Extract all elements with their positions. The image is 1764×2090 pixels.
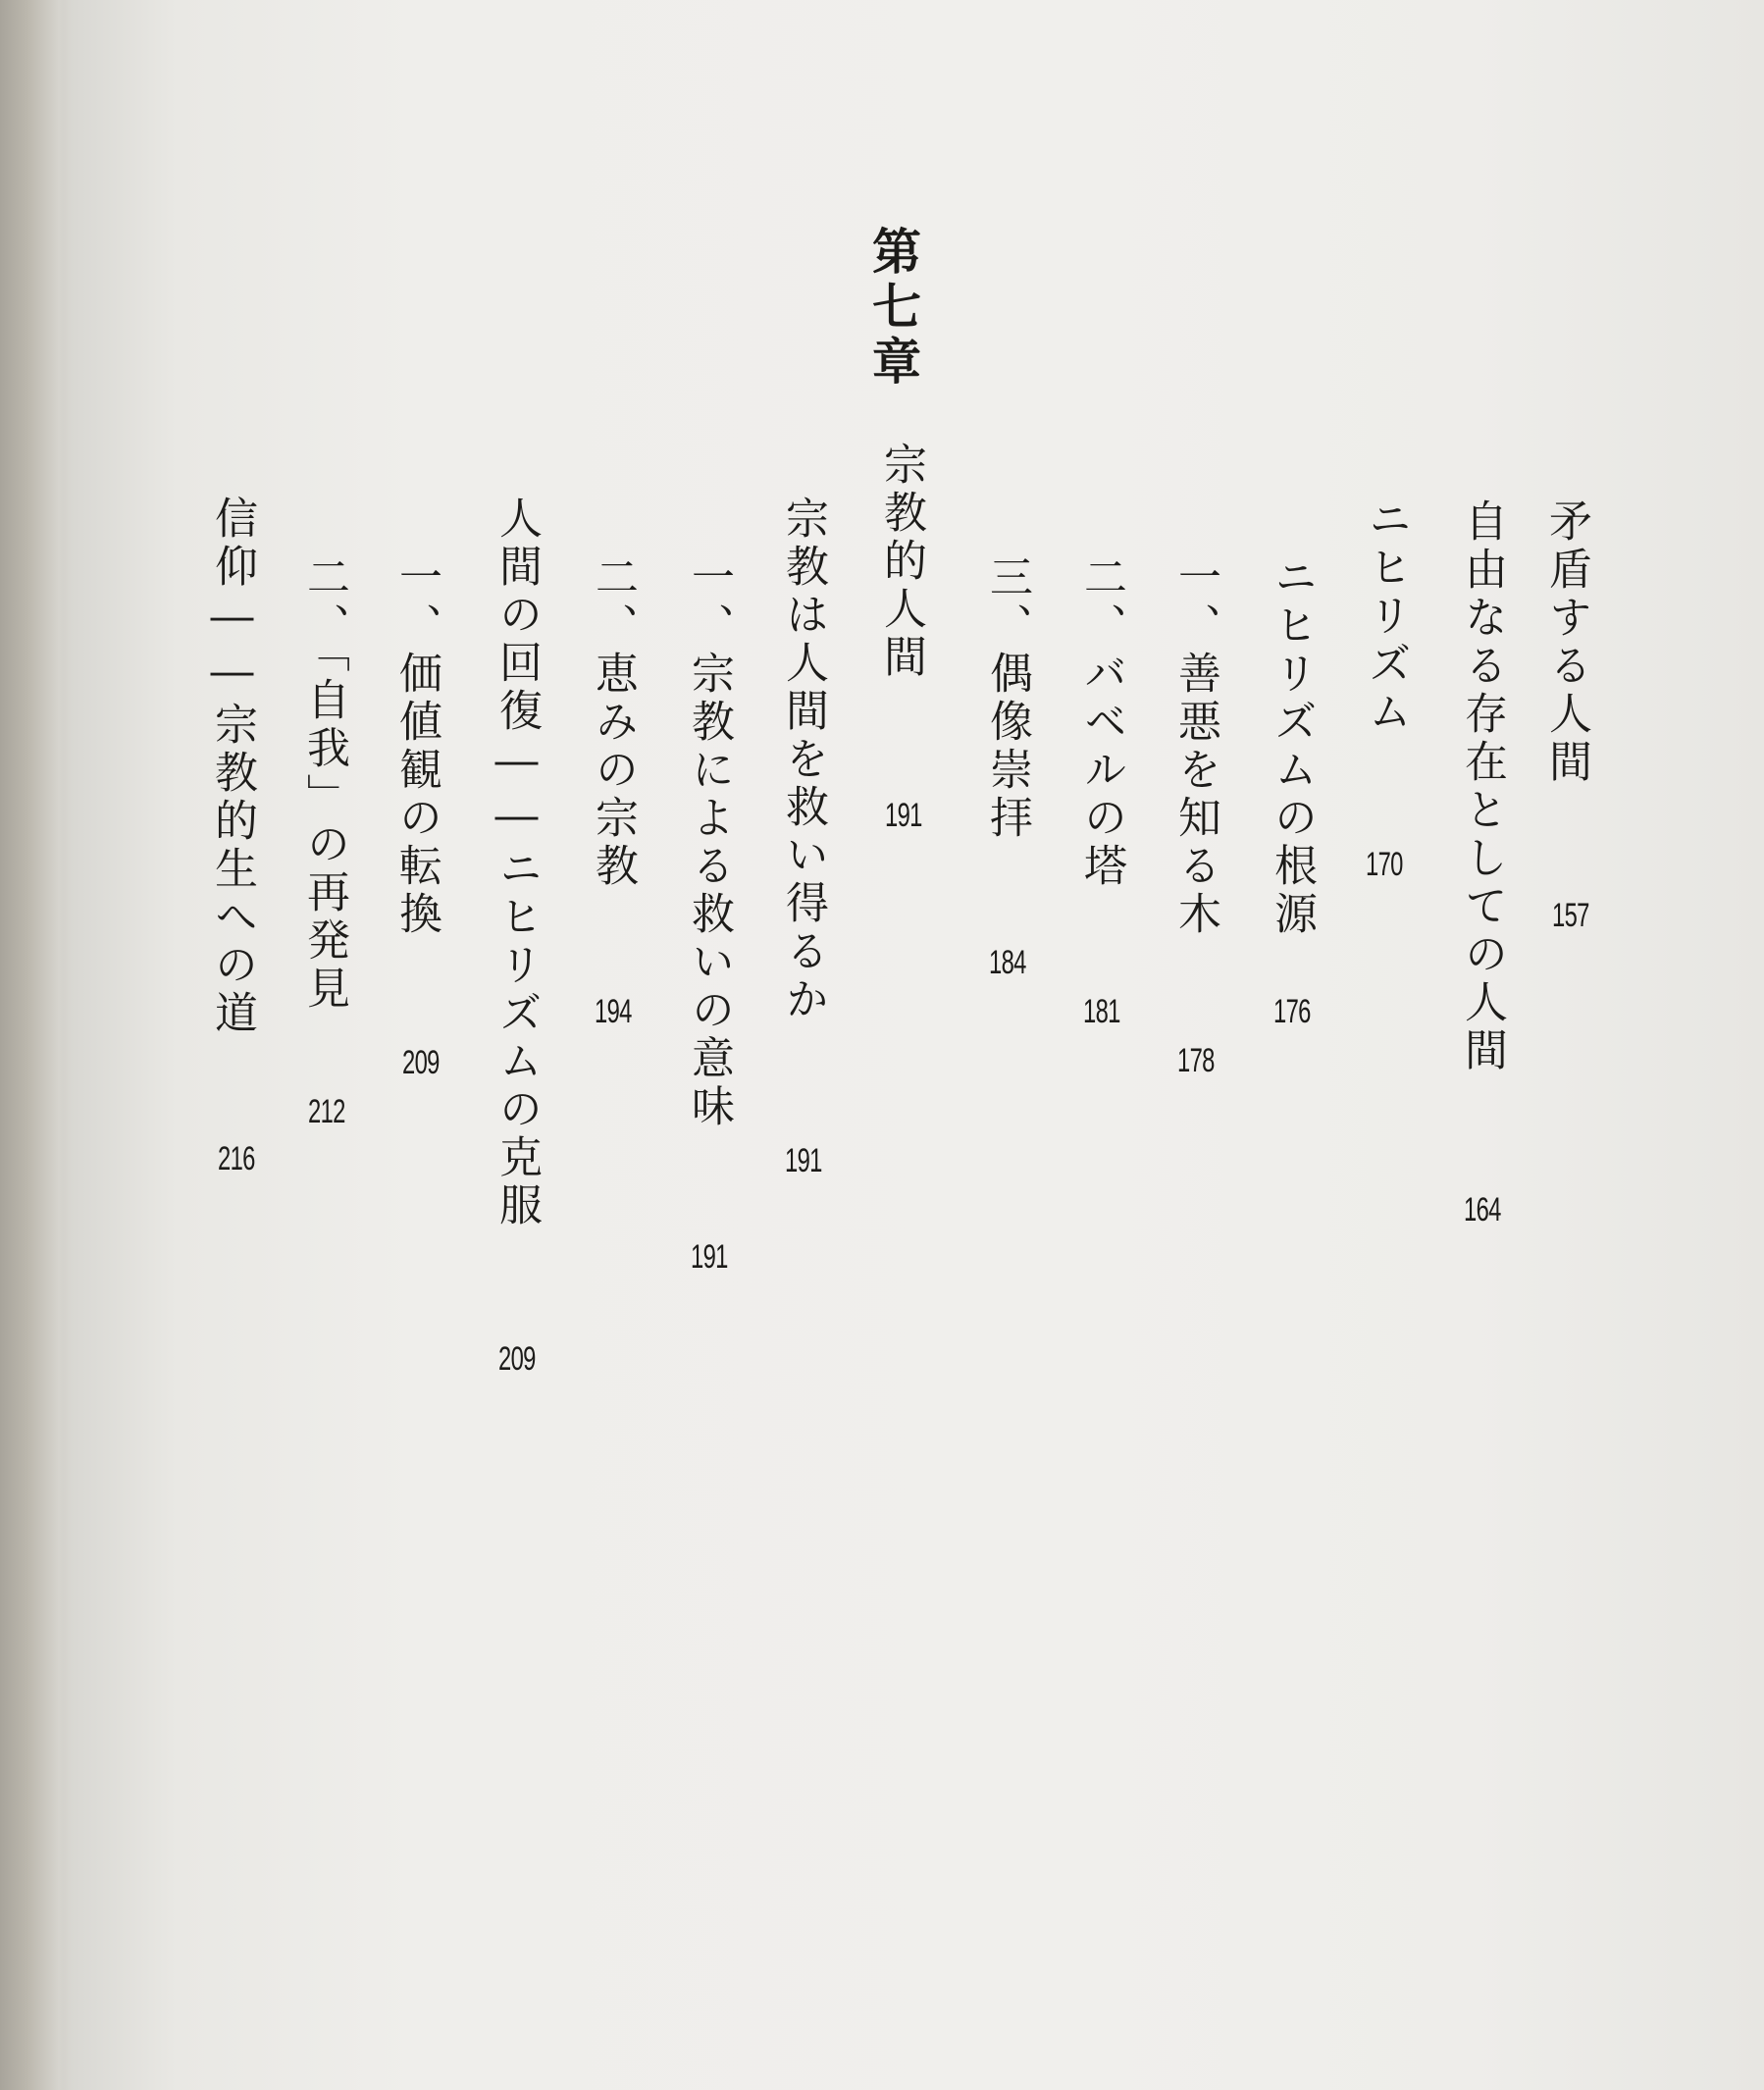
toc-entry-7 — [982, 554, 1032, 843]
toc-entry-8-text: 宗教的人間 — [876, 442, 926, 682]
toc-entry-13-text: 一、価値観の転換 — [391, 554, 441, 939]
toc-entry-3-page: 170 — [1366, 846, 1403, 883]
toc-entry-11-page: 194 — [595, 993, 632, 1030]
toc-entry-15 — [207, 496, 257, 1038]
toc-entry-4-page: 176 — [1273, 993, 1311, 1030]
toc-entry-10 — [684, 554, 734, 1131]
chapter-label: 第七章 — [864, 226, 922, 391]
toc-entry-4-text: ニヒリズムの根源 — [1267, 554, 1317, 939]
toc-entry-1 — [1541, 498, 1591, 787]
toc-entry-6-page: 181 — [1083, 993, 1120, 1030]
toc-entry-14 — [299, 554, 349, 1014]
toc-entry-12 — [492, 496, 542, 1230]
toc-entry-13 — [391, 554, 441, 939]
toc-entry-15-page: 216 — [218, 1140, 255, 1177]
toc-entry-3-text: ニヒリズム — [1361, 496, 1411, 737]
toc-entry-3 — [1361, 496, 1411, 737]
toc-entry-11-text: 二、恵みの宗教 — [588, 554, 638, 891]
toc-entry-7-page: 184 — [989, 944, 1026, 981]
toc-entry-14-text: 二、「自我」の再発見 — [299, 554, 349, 1014]
toc-entry-2 — [1457, 498, 1507, 1075]
spine-shadow — [0, 0, 74, 2090]
toc-entry-5-text: 一、善悪を知る木 — [1170, 554, 1220, 939]
toc-entry-9-page: 191 — [785, 1142, 822, 1179]
toc-entry-12-text: 人間の回復――ニヒリズムの克服 — [492, 496, 542, 1230]
toc-entry-10-text: 一、宗教による救いの意味 — [684, 554, 734, 1131]
toc-entry-6-text: 二、バベルの塔 — [1076, 554, 1126, 891]
toc-entry-4 — [1267, 554, 1317, 939]
toc-entry-1-page: 157 — [1552, 897, 1589, 934]
toc-entry-5-page: 178 — [1177, 1042, 1215, 1079]
toc-entry-14-page: 212 — [308, 1093, 345, 1130]
toc-entry-12-page: 209 — [498, 1340, 536, 1378]
toc-entry-2-text: 自由なる存在としての人間 — [1457, 498, 1507, 1075]
toc-entry-9-text: 宗教は人間を救い得るか — [778, 496, 828, 1024]
toc-entry-13-page: 209 — [402, 1044, 440, 1081]
toc-entry-10-page: 191 — [691, 1238, 728, 1276]
toc-entry-2-page: 164 — [1464, 1191, 1501, 1228]
toc-entry-9 — [778, 496, 828, 1024]
toc-entry-5 — [1170, 554, 1220, 939]
toc-entry-6 — [1076, 554, 1126, 891]
toc-entry-11 — [588, 554, 638, 891]
toc-entry-8 — [876, 442, 926, 682]
toc-entry-7-text: 三、偶像崇拝 — [982, 554, 1032, 843]
toc-entry-1-text: 矛盾する人間 — [1541, 498, 1591, 787]
toc-entry-8-page: 191 — [885, 797, 922, 834]
toc-entry-15-text: 信仰――宗教的生への道 — [207, 496, 257, 1038]
